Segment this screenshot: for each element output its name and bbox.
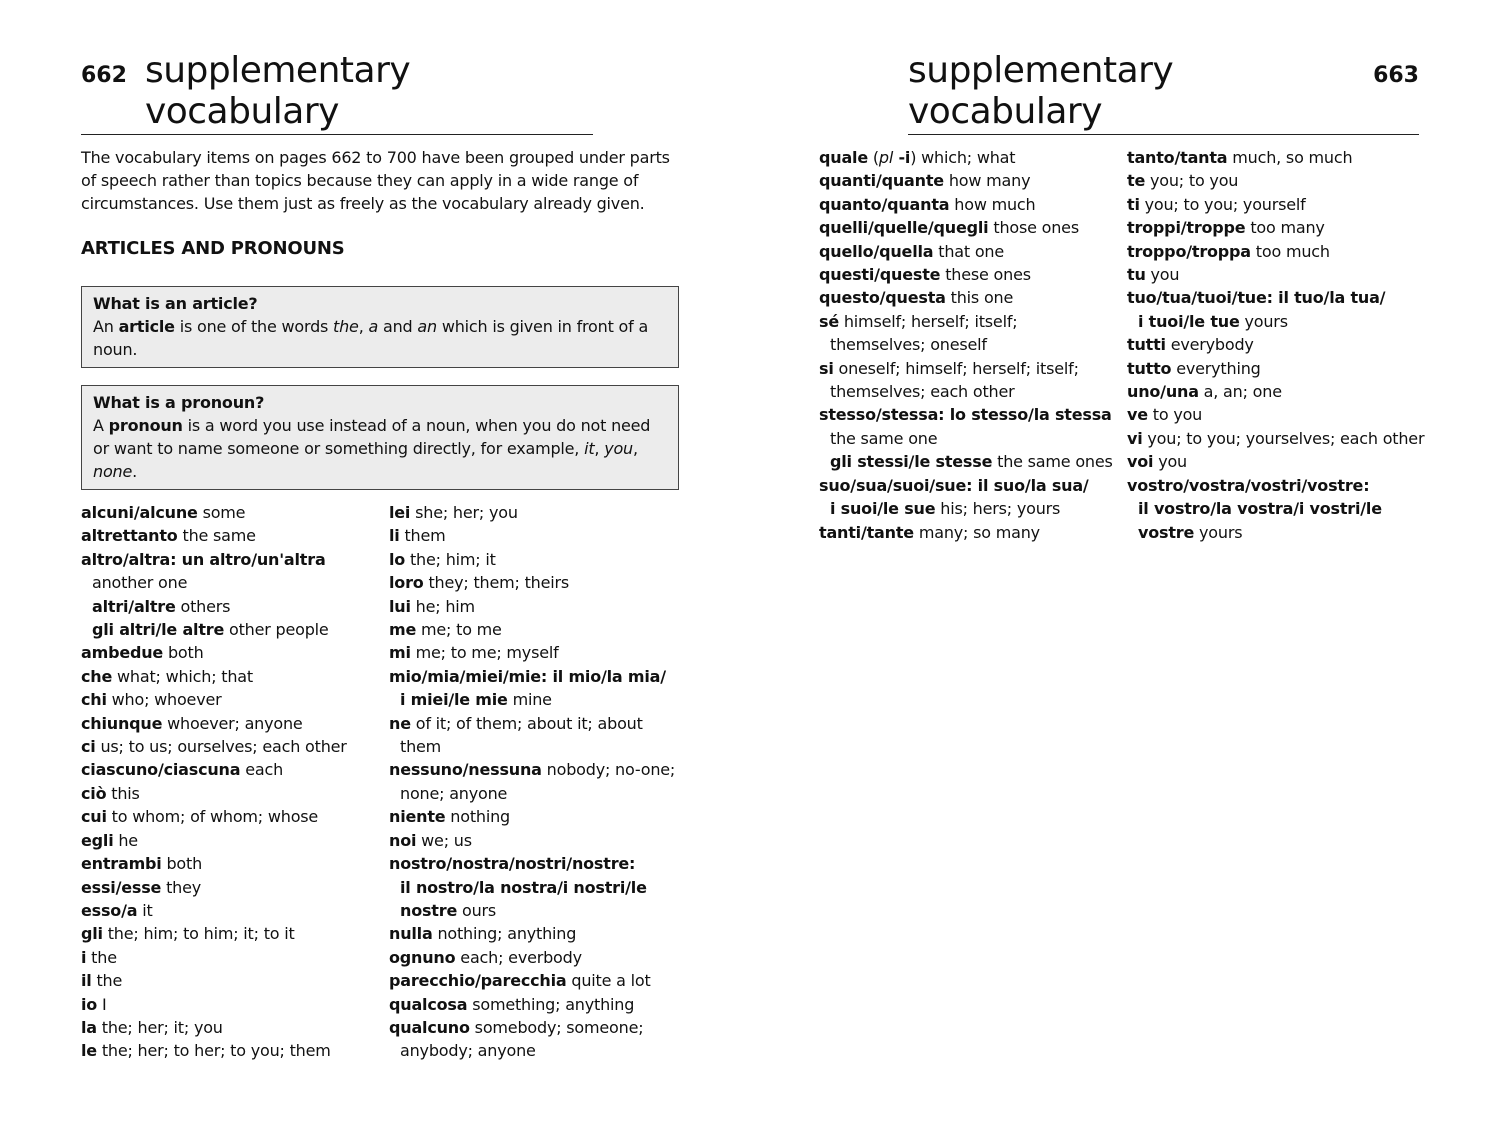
headword: nostro/nostra/nostri/nostre: [389,854,636,874]
headword: tanti/tante [819,522,914,542]
vocab-entry [81,946,381,969]
gloss: the; him; it [405,549,496,569]
vocab-column-3 [819,146,1119,544]
gloss: he; him [410,596,475,616]
headword: quelli/quelle/quegli [819,218,989,238]
term-bold: article [118,317,175,336]
gloss: you [1145,265,1180,285]
pronoun-definition-box [81,385,679,490]
gloss: yours [1194,522,1243,542]
headword: questi/queste [819,265,941,285]
vocab-entry [1127,357,1427,380]
vocab-entry [389,852,689,875]
vocab-entry [81,829,381,852]
gloss: ours [457,900,497,920]
example-italic: the [333,317,359,336]
gloss: those ones [988,218,1079,238]
vocab-column-4 [1127,146,1427,544]
headword: vostro/vostra/vostri/vostre: [1127,475,1370,495]
text-run: is one of the words [174,317,334,336]
headword: i suoi/le sue [830,499,936,519]
vocab-entry [1127,146,1427,169]
headword: stesso/stessa: lo stesso/la stessa [819,405,1112,425]
pronoun-definition-line [93,437,668,460]
gloss: you; to you; yourself [1139,194,1306,214]
headword: ciascuno/ciascuna [81,760,241,780]
vocab-entry [81,1016,381,1039]
vocab-entry [819,263,1119,286]
text-run: is a word you use instead of a noun, when you do not need [182,416,651,435]
vocab-entry [81,735,381,758]
headword: cui [81,807,107,827]
headword: si [819,358,834,378]
headword: io [81,994,98,1014]
vocab-entry [389,946,689,969]
gloss: of it; of them; about it; about [410,713,643,733]
gloss: to you [1147,405,1203,425]
gloss: themselves; each other [830,382,1015,402]
text-run: An [93,317,119,336]
gloss-italic: pl [878,148,894,167]
vocab-entry [81,758,381,781]
text-run: A [93,416,109,435]
headword: i miei/le mie [400,690,508,710]
left-page-title: supplementary vocabulary [144,50,411,132]
vocab-entry [819,310,1119,333]
gloss: nothing [445,807,510,827]
vocab-entry [81,688,381,711]
vocab-column-2 [389,501,689,1063]
gloss: nobody; no-one; [541,760,676,780]
vocab-entry [819,474,1119,497]
gloss: these ones [940,265,1031,285]
headword: noi [389,830,417,850]
headword: il vostro/la vostra/i vostri/le [1138,499,1382,519]
gloss: the same ones [992,452,1113,472]
gloss: the [86,947,117,967]
gloss: how much [949,194,1036,214]
headword: ve [1127,405,1148,425]
headword: parecchio/parecchia [389,971,567,991]
intro-line: of speech rather than topics because they can apply in a wide range of [81,171,639,190]
gloss: mine [507,690,552,710]
vocab-entry [81,922,381,945]
intro-paragraph [81,146,681,215]
gloss: you; to you; yourselves; each other [1142,428,1425,448]
vocab-entry [1127,380,1427,403]
vocab-entry [819,146,1119,169]
headword: la [81,1017,97,1037]
term-bold: pronoun [108,416,183,435]
gloss: them [400,737,442,757]
vocab-entry [1127,403,1427,426]
gloss: they [161,877,202,897]
vocab-entry [389,548,689,571]
gloss: another one [92,573,188,593]
vocab-entry [389,712,689,735]
headword: sé [819,311,839,331]
gloss: ( [867,148,879,167]
gloss: a, an; one [1198,382,1282,402]
vocab-entry [819,193,1119,216]
gloss: himself; herself; itself; [838,311,1018,331]
pronoun-question: What is a pronoun? [93,393,265,412]
gloss: the; him; to him; it; to it [102,924,295,944]
headword: troppi/troppe [1127,218,1246,238]
example-italic: it [584,439,595,458]
gloss: I [97,994,107,1014]
gloss: whoever; anyone [162,713,303,733]
pronoun-definition-line [93,460,668,483]
gloss: too much [1250,241,1330,261]
vocab-entry [81,782,381,805]
vocab-entry [389,922,689,945]
vocab-entry [1127,169,1427,192]
headword: troppo/troppa [1127,241,1251,261]
vocab-entry [81,571,381,594]
headword: i tuoi/le tue [1138,311,1240,331]
headword: -i [893,148,911,167]
vocab-entry [389,501,689,524]
headword: li [389,526,400,546]
gloss: too many [1245,218,1325,238]
headword: gli altri/le altre [92,620,225,640]
intro-line: circumstances. Use them just as freely as the vocabulary already given. [81,194,645,213]
text-run: , [594,439,605,458]
right-page-header [908,50,1419,135]
headword: mio/mia/miei/mie: il mio/la mia/ [389,666,666,686]
vocab-entry [389,688,689,711]
gloss: each; everbody [455,947,582,967]
gloss: yours [1239,311,1288,331]
left-page-number: 662 [81,63,127,88]
gloss: this [106,783,140,803]
example-italic: none [93,462,133,481]
vocab-entry [389,829,689,852]
gloss: each [240,760,284,780]
gloss: to whom; of whom; whose [106,807,319,827]
example-italic: you [604,439,633,458]
headword: lei [389,503,411,522]
headword: mi [389,643,411,663]
text-run: and [378,317,418,336]
gloss: both [161,854,203,874]
gloss: she; her; you [410,503,518,522]
vocab-entry [1127,193,1427,216]
headword: qualcuno [389,1017,470,1037]
gloss: nothing; anything [432,924,577,944]
gloss: none; anyone [400,783,508,803]
vocab-entry [389,595,689,618]
headword: le [81,1041,97,1061]
headword: gli stessi/le stesse [830,452,993,472]
gloss: it [137,900,153,920]
headword: nessuno/nessuna [389,760,542,780]
vocab-entry [1127,450,1427,473]
vocab-entry [819,521,1119,544]
gloss: we; us [416,830,472,850]
headword: altri/altre [92,596,176,616]
gloss: themselves; oneself [830,335,987,355]
article-definition-line: noun. [93,340,138,359]
headword: nulla [389,924,433,944]
vocab-entry [389,899,689,922]
headword: alcuni/alcune [81,503,198,522]
vocab-entry [389,1039,689,1062]
left-page-header [81,50,593,135]
headword: chi [81,690,107,710]
headword: gli [81,924,103,944]
vocab-entry [819,216,1119,239]
headword: tutti [1127,335,1166,355]
headword: ti [1127,194,1140,214]
gloss: them [399,526,446,546]
headword: ci [81,737,96,757]
gloss: us; to us; ourselves; each other [95,737,347,757]
headword: ne [389,713,411,733]
vocab-entry [1127,240,1427,263]
gloss: something; anything [467,994,635,1014]
headword: ambedue [81,643,164,663]
vocab-entry [389,665,689,688]
text-run: . [132,462,138,481]
vocab-entry [389,876,689,899]
text-run: which is given in front of a [436,317,649,336]
vocab-entry [389,641,689,664]
vocab-entry [819,169,1119,192]
vocab-entry [1127,216,1427,239]
intro-line: The vocabulary items on pages 662 to 700 have been grouped under parts [81,148,670,167]
headword: suo/sua/suoi/sue: il suo/la sua/ [819,475,1089,495]
vocab-entry [81,665,381,688]
gloss: me; to me; myself [410,643,559,663]
vocab-entry [81,524,381,547]
vocab-entry [389,618,689,641]
text-run: or want to name someone or something directly, for example, [93,439,585,458]
vocab-entry [1127,521,1427,544]
gloss: you; to you [1145,171,1239,191]
headword: quale [819,148,868,167]
vocab-entry [389,993,689,1016]
gloss: they; them; theirs [423,573,569,593]
headword: che [81,666,113,686]
gloss: the [91,971,123,991]
vocab-entry [819,427,1119,450]
text-run: , [633,439,638,458]
gloss: everybody [1165,335,1254,355]
gloss: both [163,643,204,663]
vocab-entry [819,333,1119,356]
headword: quanto/quanta [819,194,950,214]
gloss: this one [945,288,1014,308]
headword: il nostro/la nostra/i nostri/le [400,877,647,897]
vocab-entry [81,993,381,1016]
gloss: his; hers; yours [935,499,1061,519]
vocab-entry [819,286,1119,309]
vocab-entry [819,357,1119,380]
vocab-entry [1127,474,1427,497]
vocab-entry [389,1016,689,1039]
gloss: some [197,503,246,522]
headword: esso/a [81,900,138,920]
section-heading: ARTICLES AND PRONOUNS [81,238,345,259]
vocab-entry [1127,286,1427,309]
vocab-entry [389,758,689,781]
headword: tutto [1127,358,1172,378]
vocab-entry [1127,263,1427,286]
gloss: me; to me [416,620,502,640]
vocab-entry [81,641,381,664]
vocab-entry [389,524,689,547]
pronoun-definition-line [93,414,668,437]
gloss: others [175,596,231,616]
headword: lo [389,549,406,569]
vocab-entry [389,805,689,828]
headword: me [389,620,417,640]
headword: essi/esse [81,877,162,897]
vocab-entry [81,712,381,735]
gloss: much, so much [1227,148,1353,167]
gloss: how many [943,171,1031,191]
vocab-entry [819,403,1119,426]
gloss: the same [177,526,256,546]
vocab-entry [819,240,1119,263]
headword: nostre [400,900,458,920]
vocab-entry [81,805,381,828]
vocab-entry [81,899,381,922]
vocab-entry [389,571,689,594]
headword: tanto/tanta [1127,148,1228,167]
headword: altrettanto [81,526,178,546]
headword: loro [389,573,424,593]
gloss: you [1153,452,1187,472]
headword: uno/una [1127,382,1199,402]
gloss: that one [933,241,1005,261]
vocab-entry [81,969,381,992]
article-question: What is an article? [93,294,258,313]
gloss: somebody; someone; [469,1017,644,1037]
gloss: everything [1171,358,1261,378]
example-italic: a [368,317,379,336]
headword: ognuno [389,947,456,967]
headword: entrambi [81,854,162,874]
vocab-entry [81,852,381,875]
headword: vostre [1138,522,1195,542]
vocab-entry [389,782,689,805]
vocab-entry [81,548,381,571]
vocab-entry [1127,497,1427,520]
gloss: the same one [830,428,938,448]
gloss: other people [224,620,329,640]
headword: il [81,971,92,991]
right-page-number: 663 [1373,63,1419,88]
gloss: ) which; what [910,148,1016,167]
headword: chiunque [81,713,163,733]
text-run: , [358,317,369,336]
gloss: quite a lot [566,971,651,991]
gloss: who; whoever [106,690,222,710]
vocab-entry [819,380,1119,403]
headword: egli [81,830,114,850]
headword: tu [1127,265,1146,285]
vocab-entry [1127,427,1427,450]
vocab-entry [81,595,381,618]
vocab-entry [389,969,689,992]
headword: voi [1127,452,1154,472]
headword: tuo/tua/tuoi/tue: il tuo/la tua/ [1127,288,1386,308]
gloss: he [113,830,138,850]
headword: altro/altra: un altro/un'altra [81,549,326,569]
headword: quanti/quante [819,171,944,191]
vocab-entry [81,618,381,641]
vocab-entry [1127,310,1427,333]
example-italic: an [417,317,437,336]
gloss: what; which; that [112,666,253,686]
article-definition-box [81,286,679,368]
vocab-entry [81,1039,381,1062]
vocab-entry [1127,333,1427,356]
vocab-entry [81,876,381,899]
vocab-entry [819,450,1119,473]
gloss: many; so many [913,522,1040,542]
headword: niente [389,807,446,827]
gloss: oneself; himself; herself; itself; [833,358,1079,378]
vocab-column-1 [81,501,381,1063]
article-definition-line [93,315,668,338]
gloss: anybody; anyone [400,1041,536,1061]
vocab-entry [81,501,381,524]
gloss: the; her; to her; to you; them [96,1041,331,1061]
headword: te [1127,171,1146,191]
vocab-entry [819,497,1119,520]
headword: i [81,947,87,967]
gloss: the; her; it; you [96,1017,223,1037]
headword: questo/questa [819,288,946,308]
headword: qualcosa [389,994,468,1014]
headword: vi [1127,428,1143,448]
headword: quello/quella [819,241,934,261]
headword: lui [389,596,411,616]
vocab-entry [389,735,689,758]
right-page-title: supplementary vocabulary [908,50,1174,132]
headword: ciò [81,783,107,803]
